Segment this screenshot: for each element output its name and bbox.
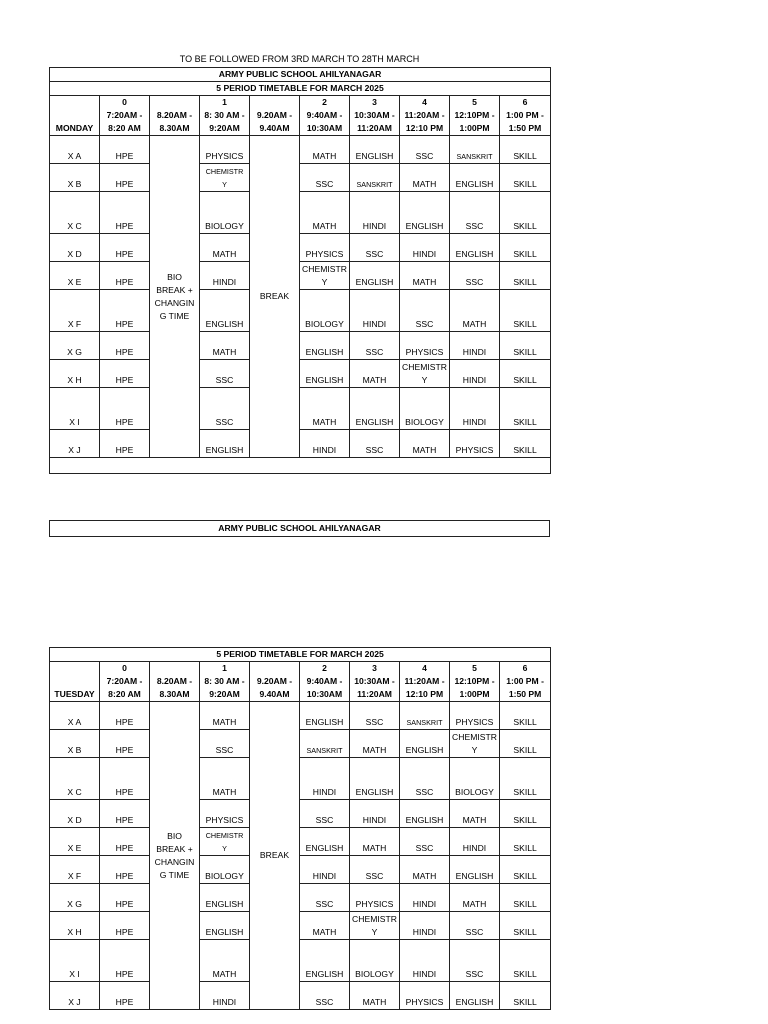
period-2-subject: MATH bbox=[300, 136, 350, 164]
period-5-subject: MATH bbox=[450, 884, 500, 912]
period-6-subject: SKILL bbox=[500, 702, 551, 730]
corner-cell bbox=[50, 109, 100, 122]
period-6-subject: SKILL bbox=[500, 940, 551, 982]
time-end: 12:10 PM bbox=[400, 688, 450, 702]
period-5-subject: SANSKRIT bbox=[450, 136, 500, 164]
class-row bbox=[50, 192, 551, 234]
period-2-subject: ENGLISH bbox=[300, 332, 350, 360]
day-label: TUESDAY bbox=[50, 688, 100, 702]
period-number: 5 bbox=[450, 96, 500, 110]
period-3-subject: BIOLOGY bbox=[350, 940, 400, 982]
period-2-subject: ENGLISH bbox=[300, 828, 350, 856]
period-0-subject: HPE bbox=[100, 702, 150, 730]
class-name: X B bbox=[50, 730, 100, 758]
period-3-subject: MATH bbox=[350, 982, 400, 1010]
class-row bbox=[50, 982, 551, 1010]
period-1-subject: SSC bbox=[200, 360, 250, 388]
corner-cell bbox=[50, 96, 100, 110]
period-3-subject: CHEMISTR Y bbox=[350, 912, 400, 940]
time-start: 8: 30 AM - bbox=[200, 109, 250, 122]
period-5-subject: HINDI bbox=[450, 388, 500, 430]
period-2-subject: ENGLISH bbox=[300, 360, 350, 388]
class-row bbox=[50, 360, 551, 388]
period-3-subject: SANSKRIT bbox=[350, 164, 400, 192]
class-row bbox=[50, 430, 551, 458]
period-5-subject: ENGLISH bbox=[450, 982, 500, 1010]
period-0-subject: HPE bbox=[100, 136, 150, 164]
period-6-subject: SKILL bbox=[500, 828, 551, 856]
period-1-subject: MATH bbox=[200, 940, 250, 982]
time-end: 1:50 PM bbox=[500, 688, 551, 702]
period-6-subject: SKILL bbox=[500, 360, 551, 388]
period-4-subject: HINDI bbox=[400, 912, 450, 940]
period-1-subject: ENGLISH bbox=[200, 290, 250, 332]
time-end-row bbox=[50, 688, 551, 702]
time-end: 8:20 AM bbox=[100, 688, 150, 702]
time-end: 11:20AM bbox=[350, 122, 400, 136]
period-0-subject: HPE bbox=[100, 940, 150, 982]
period-4-subject: HINDI bbox=[400, 234, 450, 262]
period-6-subject: SKILL bbox=[500, 136, 551, 164]
period-5-subject: MATH bbox=[450, 800, 500, 828]
period-5-subject: HINDI bbox=[450, 332, 500, 360]
period-6-subject: SKILL bbox=[500, 388, 551, 430]
period-number-row bbox=[50, 96, 551, 110]
class-row bbox=[50, 856, 551, 884]
period-4-subject: MATH bbox=[400, 430, 450, 458]
class-name: X C bbox=[50, 758, 100, 800]
class-name: X J bbox=[50, 982, 100, 1010]
period-2-subject: ENGLISH bbox=[300, 702, 350, 730]
time-start: 8.20AM - bbox=[150, 109, 200, 122]
time-end: 10:30AM bbox=[300, 122, 350, 136]
period-4-subject: SSC bbox=[400, 758, 450, 800]
period-number: 3 bbox=[350, 96, 400, 110]
period-1-subject: ENGLISH bbox=[200, 430, 250, 458]
time-end: 11:20AM bbox=[350, 688, 400, 702]
break-cell: BREAK bbox=[250, 136, 300, 458]
period-6-subject: SKILL bbox=[500, 912, 551, 940]
class-row bbox=[50, 828, 551, 856]
period-0-subject: HPE bbox=[100, 856, 150, 884]
time-end: 8:20 AM bbox=[100, 122, 150, 136]
period-4-subject: MATH bbox=[400, 164, 450, 192]
class-name: X A bbox=[50, 136, 100, 164]
time-start: 1:00 PM - bbox=[500, 675, 551, 688]
period-0-subject: HPE bbox=[100, 430, 150, 458]
period-3-subject: SSC bbox=[350, 332, 400, 360]
period-6-subject: SKILL bbox=[500, 430, 551, 458]
period-2-subject: HINDI bbox=[300, 856, 350, 884]
period-6-subject: SKILL bbox=[500, 234, 551, 262]
time-end-row bbox=[50, 122, 551, 136]
period-5-subject: SSC bbox=[450, 192, 500, 234]
period-5-subject: SSC bbox=[450, 940, 500, 982]
period-5-subject: ENGLISH bbox=[450, 234, 500, 262]
period-0-subject: HPE bbox=[100, 388, 150, 430]
period-4-subject: ENGLISH bbox=[400, 730, 450, 758]
period-3-subject: SSC bbox=[350, 702, 400, 730]
period-4-subject: ENGLISH bbox=[400, 192, 450, 234]
period-number: 4 bbox=[400, 96, 450, 110]
period-0-subject: HPE bbox=[100, 164, 150, 192]
period-4-subject: PHYSICS bbox=[400, 982, 450, 1010]
time-start: 12:10PM - bbox=[450, 675, 500, 688]
period-6-subject: SKILL bbox=[500, 730, 551, 758]
period-3-subject: ENGLISH bbox=[350, 136, 400, 164]
period-0-subject: HPE bbox=[100, 800, 150, 828]
period-1-subject: CHEMISTR Y bbox=[200, 828, 250, 856]
period-5-subject: PHYSICS bbox=[450, 702, 500, 730]
time-end: 8.30AM bbox=[150, 688, 200, 702]
period-2-subject: HINDI bbox=[300, 430, 350, 458]
period-6-subject: SKILL bbox=[500, 332, 551, 360]
period-1-subject: ENGLISH bbox=[200, 912, 250, 940]
time-start: 7:20AM - bbox=[100, 675, 150, 688]
period-number-row bbox=[50, 662, 551, 676]
class-name: X F bbox=[50, 856, 100, 884]
period-1-subject: SSC bbox=[200, 388, 250, 430]
period-1-subject: HINDI bbox=[200, 982, 250, 1010]
corner-cell bbox=[50, 662, 100, 676]
class-name: X G bbox=[50, 332, 100, 360]
time-start: 9:40AM - bbox=[300, 675, 350, 688]
period-3-subject: ENGLISH bbox=[350, 758, 400, 800]
period-4-subject: PHYSICS bbox=[400, 332, 450, 360]
class-name: X I bbox=[50, 388, 100, 430]
period-4-subject: SSC bbox=[400, 290, 450, 332]
period-3-subject: PHYSICS bbox=[350, 884, 400, 912]
period-3-subject: ENGLISH bbox=[350, 262, 400, 290]
time-start: 7:20AM - bbox=[100, 109, 150, 122]
period-4-subject: MATH bbox=[400, 856, 450, 884]
period-2-subject: MATH bbox=[300, 192, 350, 234]
period-4-subject: SANSKRIT bbox=[400, 702, 450, 730]
period-5-subject: HINDI bbox=[450, 360, 500, 388]
period-2-subject: SSC bbox=[300, 164, 350, 192]
class-row bbox=[50, 912, 551, 940]
class-name: X E bbox=[50, 262, 100, 290]
period-4-subject: SSC bbox=[400, 828, 450, 856]
bio-break-cell: BIO BREAK + CHANGIN G TIME bbox=[150, 136, 200, 458]
time-start-row bbox=[50, 109, 551, 122]
class-row bbox=[50, 884, 551, 912]
class-name: X G bbox=[50, 884, 100, 912]
period-number bbox=[250, 662, 300, 676]
period-6-subject: SKILL bbox=[500, 192, 551, 234]
class-name: X I bbox=[50, 940, 100, 982]
time-start: 11:20AM - bbox=[400, 675, 450, 688]
period-6-subject: SKILL bbox=[500, 758, 551, 800]
bio-break-cell: BIO BREAK + CHANGIN G TIME bbox=[150, 702, 200, 1010]
period-0-subject: HPE bbox=[100, 884, 150, 912]
period-1-subject: ENGLISH bbox=[200, 884, 250, 912]
time-start: 9.20AM - bbox=[250, 109, 300, 122]
title-row bbox=[50, 648, 551, 662]
period-2-subject: MATH bbox=[300, 388, 350, 430]
period-5-subject: PHYSICS bbox=[450, 430, 500, 458]
blank-row bbox=[50, 458, 551, 474]
period-2-subject: SSC bbox=[300, 884, 350, 912]
blank-cell bbox=[50, 458, 551, 474]
period-0-subject: HPE bbox=[100, 192, 150, 234]
period-0-subject: HPE bbox=[100, 982, 150, 1010]
period-number: 1 bbox=[200, 662, 250, 676]
period-0-subject: HPE bbox=[100, 912, 150, 940]
school-name: ARMY PUBLIC SCHOOL AHILYANAGAR bbox=[50, 68, 551, 82]
period-1-subject: BIOLOGY bbox=[200, 192, 250, 234]
class-row bbox=[50, 940, 551, 982]
period-3-subject: SSC bbox=[350, 234, 400, 262]
period-3-subject: HINDI bbox=[350, 290, 400, 332]
time-start: 1:00 PM - bbox=[500, 109, 551, 122]
period-5-subject: SSC bbox=[450, 912, 500, 940]
time-end: 1:50 PM bbox=[500, 122, 551, 136]
time-end: 10:30AM bbox=[300, 688, 350, 702]
class-name: X C bbox=[50, 192, 100, 234]
class-row bbox=[50, 136, 551, 164]
period-4-subject: BIOLOGY bbox=[400, 388, 450, 430]
period-1-subject: BIOLOGY bbox=[200, 856, 250, 884]
tuesday-timetable bbox=[49, 647, 551, 1010]
time-start: 8: 30 AM - bbox=[200, 675, 250, 688]
time-start: 10:30AM - bbox=[350, 675, 400, 688]
period-0-subject: HPE bbox=[100, 758, 150, 800]
period-4-subject: HINDI bbox=[400, 884, 450, 912]
class-row bbox=[50, 234, 551, 262]
class-name: X A bbox=[50, 702, 100, 730]
period-2-subject: CHEMISTR Y bbox=[300, 262, 350, 290]
school-header-box bbox=[49, 520, 550, 537]
period-3-subject: SSC bbox=[350, 430, 400, 458]
period-number: 0 bbox=[100, 662, 150, 676]
period-number: 2 bbox=[300, 96, 350, 110]
period-5-subject: ENGLISH bbox=[450, 856, 500, 884]
period-6-subject: SKILL bbox=[500, 884, 551, 912]
period-1-subject: HINDI bbox=[200, 262, 250, 290]
time-end: 1:00PM bbox=[450, 122, 500, 136]
period-1-subject: MATH bbox=[200, 332, 250, 360]
time-start: 9:40AM - bbox=[300, 109, 350, 122]
period-number: 0 bbox=[100, 96, 150, 110]
class-name: X B bbox=[50, 164, 100, 192]
timetable-title: 5 PERIOD TIMETABLE FOR MARCH 2025 bbox=[50, 648, 551, 662]
validity-note: TO BE FOLLOWED FROM 3RD MARCH TO 28TH MARCH bbox=[179, 54, 420, 64]
period-0-subject: HPE bbox=[100, 234, 150, 262]
period-5-subject: HINDI bbox=[450, 828, 500, 856]
period-0-subject: HPE bbox=[100, 730, 150, 758]
time-end: 9.40AM bbox=[250, 688, 300, 702]
monday-timetable bbox=[49, 67, 551, 474]
time-start-row bbox=[50, 675, 551, 688]
period-number: 1 bbox=[200, 96, 250, 110]
period-1-subject: MATH bbox=[200, 702, 250, 730]
period-number bbox=[150, 662, 200, 676]
period-number: 3 bbox=[350, 662, 400, 676]
time-start: 10:30AM - bbox=[350, 109, 400, 122]
period-1-subject: PHYSICS bbox=[200, 800, 250, 828]
period-3-subject: SSC bbox=[350, 856, 400, 884]
period-0-subject: HPE bbox=[100, 290, 150, 332]
class-row bbox=[50, 164, 551, 192]
period-0-subject: HPE bbox=[100, 828, 150, 856]
period-6-subject: SKILL bbox=[500, 982, 551, 1010]
period-3-subject: MATH bbox=[350, 828, 400, 856]
period-number bbox=[250, 96, 300, 110]
class-name: X H bbox=[50, 360, 100, 388]
time-end: 8.30AM bbox=[150, 122, 200, 136]
period-4-subject: MATH bbox=[400, 262, 450, 290]
period-6-subject: SKILL bbox=[500, 262, 551, 290]
period-number: 6 bbox=[500, 96, 551, 110]
period-number bbox=[150, 96, 200, 110]
period-6-subject: SKILL bbox=[500, 856, 551, 884]
period-0-subject: HPE bbox=[100, 262, 150, 290]
period-5-subject: MATH bbox=[450, 290, 500, 332]
time-start: 12:10PM - bbox=[450, 109, 500, 122]
period-0-subject: HPE bbox=[100, 332, 150, 360]
time-end: 12:10 PM bbox=[400, 122, 450, 136]
period-0-subject: HPE bbox=[100, 360, 150, 388]
period-2-subject: SANSKRIT bbox=[300, 730, 350, 758]
class-row bbox=[50, 332, 551, 360]
period-6-subject: SKILL bbox=[500, 290, 551, 332]
class-row bbox=[50, 758, 551, 800]
class-name: X E bbox=[50, 828, 100, 856]
period-5-subject: SSC bbox=[450, 262, 500, 290]
corner-cell bbox=[50, 675, 100, 688]
period-4-subject: CHEMISTR Y bbox=[400, 360, 450, 388]
school-row bbox=[50, 68, 551, 82]
class-row bbox=[50, 730, 551, 758]
period-5-subject: ENGLISH bbox=[450, 164, 500, 192]
time-end: 9:20AM bbox=[200, 688, 250, 702]
period-4-subject: HINDI bbox=[400, 940, 450, 982]
period-number: 6 bbox=[500, 662, 551, 676]
period-5-subject: BIOLOGY bbox=[450, 758, 500, 800]
period-number: 4 bbox=[400, 662, 450, 676]
class-row bbox=[50, 388, 551, 430]
period-2-subject: BIOLOGY bbox=[300, 290, 350, 332]
time-end: 9.40AM bbox=[250, 122, 300, 136]
period-3-subject: MATH bbox=[350, 360, 400, 388]
title-row bbox=[50, 82, 551, 96]
day-label: MONDAY bbox=[50, 122, 100, 136]
period-2-subject: PHYSICS bbox=[300, 234, 350, 262]
period-6-subject: SKILL bbox=[500, 164, 551, 192]
break-cell: BREAK bbox=[250, 702, 300, 1010]
time-end: 9:20AM bbox=[200, 122, 250, 136]
class-name: X J bbox=[50, 430, 100, 458]
period-number: 2 bbox=[300, 662, 350, 676]
school-name: ARMY PUBLIC SCHOOL AHILYANAGAR bbox=[50, 521, 550, 537]
class-row bbox=[50, 702, 551, 730]
class-row bbox=[50, 262, 551, 290]
period-3-subject: ENGLISH bbox=[350, 388, 400, 430]
period-2-subject: MATH bbox=[300, 912, 350, 940]
period-3-subject: HINDI bbox=[350, 192, 400, 234]
period-2-subject: SSC bbox=[300, 982, 350, 1010]
period-1-subject: PHYSICS bbox=[200, 136, 250, 164]
timetable-title: 5 PERIOD TIMETABLE FOR MARCH 2025 bbox=[50, 82, 551, 96]
class-name: X D bbox=[50, 800, 100, 828]
time-end: 1:00PM bbox=[450, 688, 500, 702]
class-name: X F bbox=[50, 290, 100, 332]
time-start: 8.20AM - bbox=[150, 675, 200, 688]
period-4-subject: SSC bbox=[400, 136, 450, 164]
period-2-subject: ENGLISH bbox=[300, 940, 350, 982]
period-2-subject: HINDI bbox=[300, 758, 350, 800]
class-row bbox=[50, 800, 551, 828]
time-start: 11:20AM - bbox=[400, 109, 450, 122]
period-3-subject: MATH bbox=[350, 730, 400, 758]
period-5-subject: CHEMISTR Y bbox=[450, 730, 500, 758]
class-name: X D bbox=[50, 234, 100, 262]
period-1-subject: MATH bbox=[200, 758, 250, 800]
period-3-subject: HINDI bbox=[350, 800, 400, 828]
period-2-subject: SSC bbox=[300, 800, 350, 828]
class-name: X H bbox=[50, 912, 100, 940]
period-1-subject: CHEMISTR Y bbox=[200, 164, 250, 192]
class-row bbox=[50, 290, 551, 332]
period-1-subject: MATH bbox=[200, 234, 250, 262]
period-1-subject: SSC bbox=[200, 730, 250, 758]
period-4-subject: ENGLISH bbox=[400, 800, 450, 828]
period-number: 5 bbox=[450, 662, 500, 676]
time-start: 9.20AM - bbox=[250, 675, 300, 688]
period-6-subject: SKILL bbox=[500, 800, 551, 828]
